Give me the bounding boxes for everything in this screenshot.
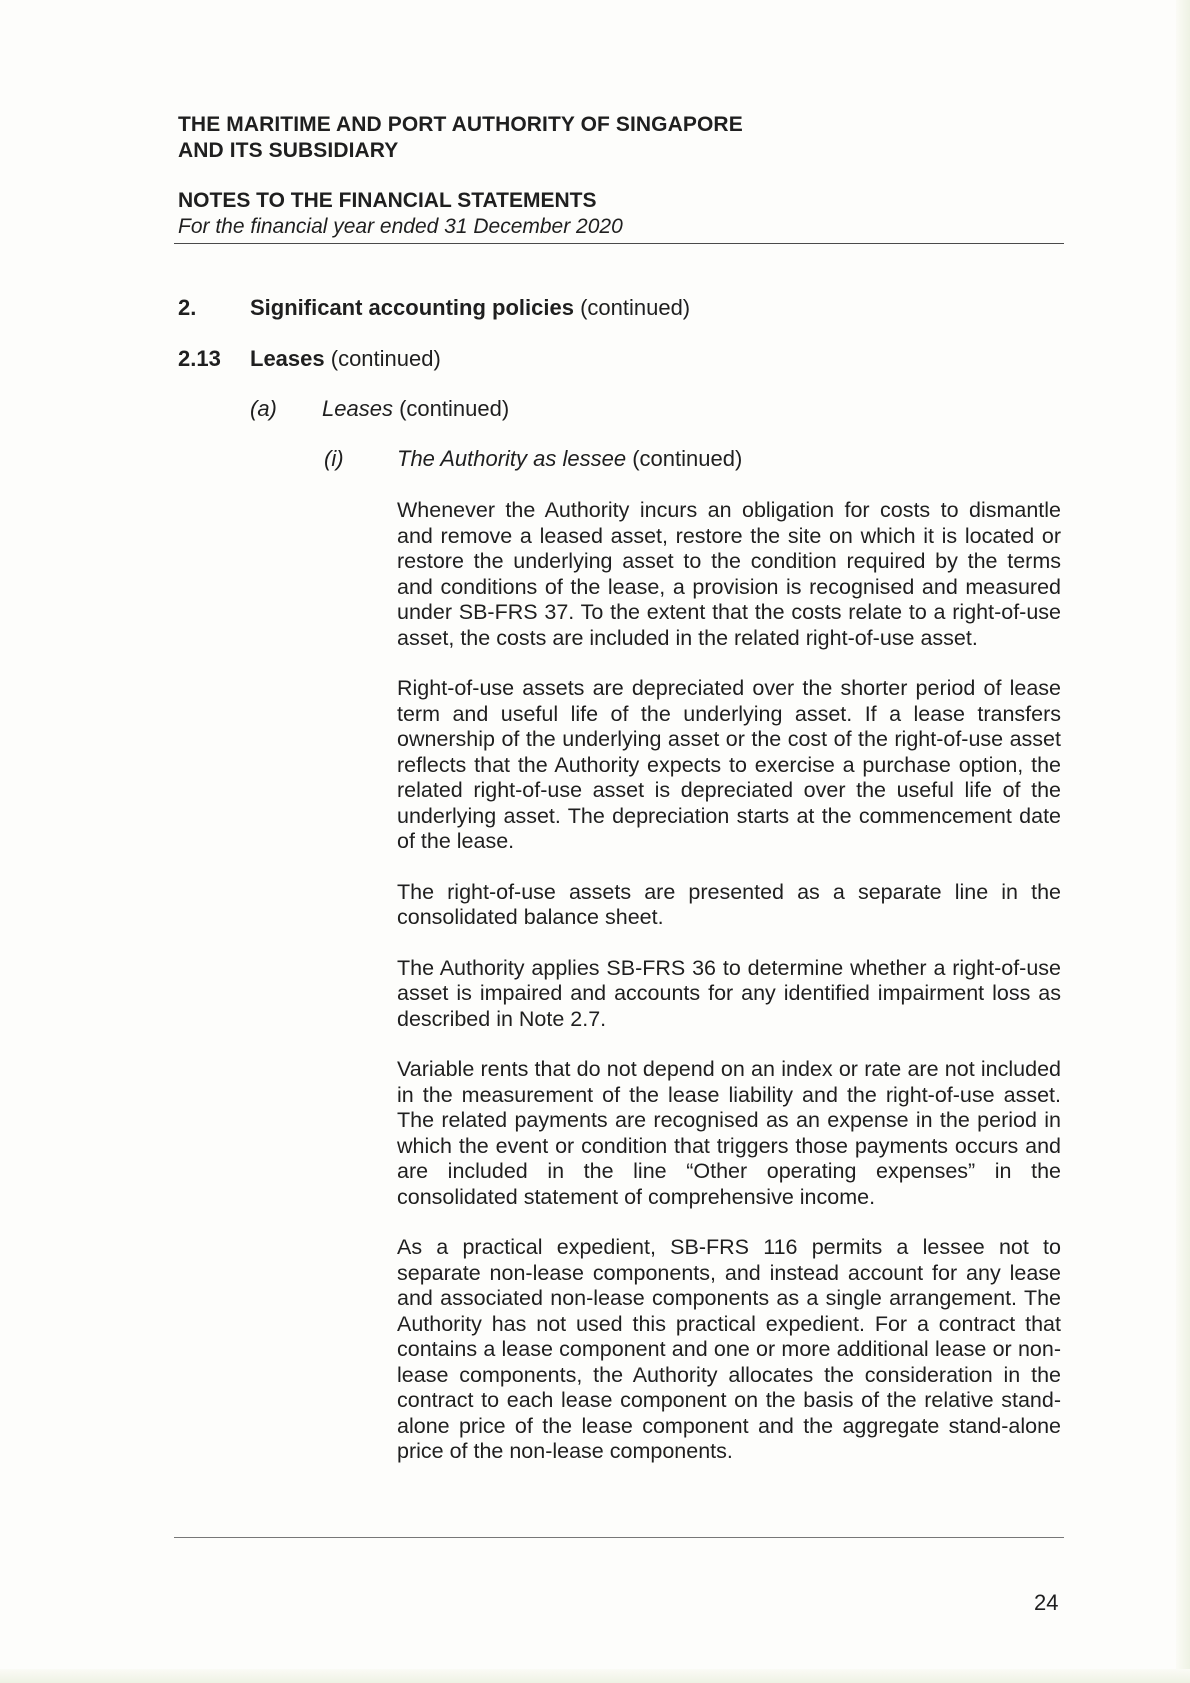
paragraph-impairment: The Authority applies SB-FRS 36 to determine whether a right-of-use asset is impaired and accounts for any identified impairment loss as described in Note 2.7. bbox=[397, 955, 1061, 1031]
body-text bbox=[397, 498, 1061, 1490]
page-bottom-shadow bbox=[0, 1669, 1190, 1683]
subitem-label: (i) bbox=[324, 446, 344, 471]
subsection-title-line bbox=[250, 346, 441, 372]
subsection-number: 2.13 bbox=[178, 346, 221, 371]
subitem-title: The Authority as lessee bbox=[397, 446, 627, 471]
item-title-line bbox=[322, 396, 509, 422]
page-edge-shadow bbox=[1176, 0, 1190, 1683]
section-suffix: (continued) bbox=[580, 295, 691, 320]
paragraph-restoration-provision: Whenever the Authority incurs an obligation for costs to dismantle and remove a leased asset, restore the site on which it is located or restore the underlying asset to the condition required by the terms and conditions of the lease, a provision is recognised and measured under SB-FRS 37. To the extent that the costs relate to a right-of-use asset, the costs are included in the related right-of-use asset. bbox=[397, 498, 1061, 650]
section-title-line bbox=[250, 295, 690, 321]
subitem-title-line bbox=[397, 446, 742, 472]
item-label: (a) bbox=[250, 396, 277, 421]
item-suffix: (continued) bbox=[399, 396, 510, 421]
subsection-title: Leases bbox=[250, 346, 325, 371]
header-divider bbox=[174, 243, 1064, 244]
item-title: Leases bbox=[322, 396, 393, 421]
paragraph-practical-expedient: As a practical expedient, SB-FRS 116 permits a lessee not to separate non-lease components, and instead account for any lease and associated non-lease components as a single arrangement. The Authority has not used this practical expedient. For a contract that contains a lease component and one or more additional lease or non-lease components, the Authority allocates the consideration in the contract to each lease component on the basis of the relative stand-alone price of the lease component and the aggregate stand-alone price of the non-lease components. bbox=[397, 1235, 1061, 1463]
footer-divider bbox=[174, 1537, 1064, 1538]
section-number: 2. bbox=[178, 295, 197, 320]
section-title: Significant accounting policies bbox=[250, 295, 574, 320]
document-header bbox=[178, 112, 1062, 240]
organization-name-line-1: THE MARITIME AND PORT AUTHORITY OF SINGAPORE bbox=[178, 113, 743, 136]
paragraph-variable-rents: Variable rents that do not depend on an index or rate are not included in the measurement of the lease liability and the right-of-use asset. The related payments are recognised as an expense in the period in which the event or condition that triggers those payments occurs and are included in the line “Other operating expenses” in the consolidated statement of comprehensive income. bbox=[397, 1057, 1061, 1209]
reporting-period: For the financial year ended 31 December 2020 bbox=[178, 215, 623, 238]
organization-name-line-2: AND ITS SUBSIDIARY bbox=[178, 139, 399, 162]
paragraph-presentation: The right-of-use assets are presented as a separate line in the consolidated balance sheet. bbox=[397, 879, 1061, 929]
notes-title: NOTES TO THE FINANCIAL STATEMENTS bbox=[178, 189, 597, 212]
subsection-suffix: (continued) bbox=[330, 346, 441, 371]
paragraph-depreciation: Right-of-use assets are depreciated over the shorter period of lease term and useful life of the underlying asset. If a lease transfers ownership of the underlying asset or the cost of the right-of-use asset reflects that the Authority expects to exercise a purchase option, the related right-of-use asset is depreciated over the useful life of the underlying asset. The depreciation starts at the commencement date of the lease. bbox=[397, 676, 1061, 853]
subitem-suffix: (continued) bbox=[632, 446, 743, 471]
page-number: 24 bbox=[1034, 1590, 1059, 1615]
